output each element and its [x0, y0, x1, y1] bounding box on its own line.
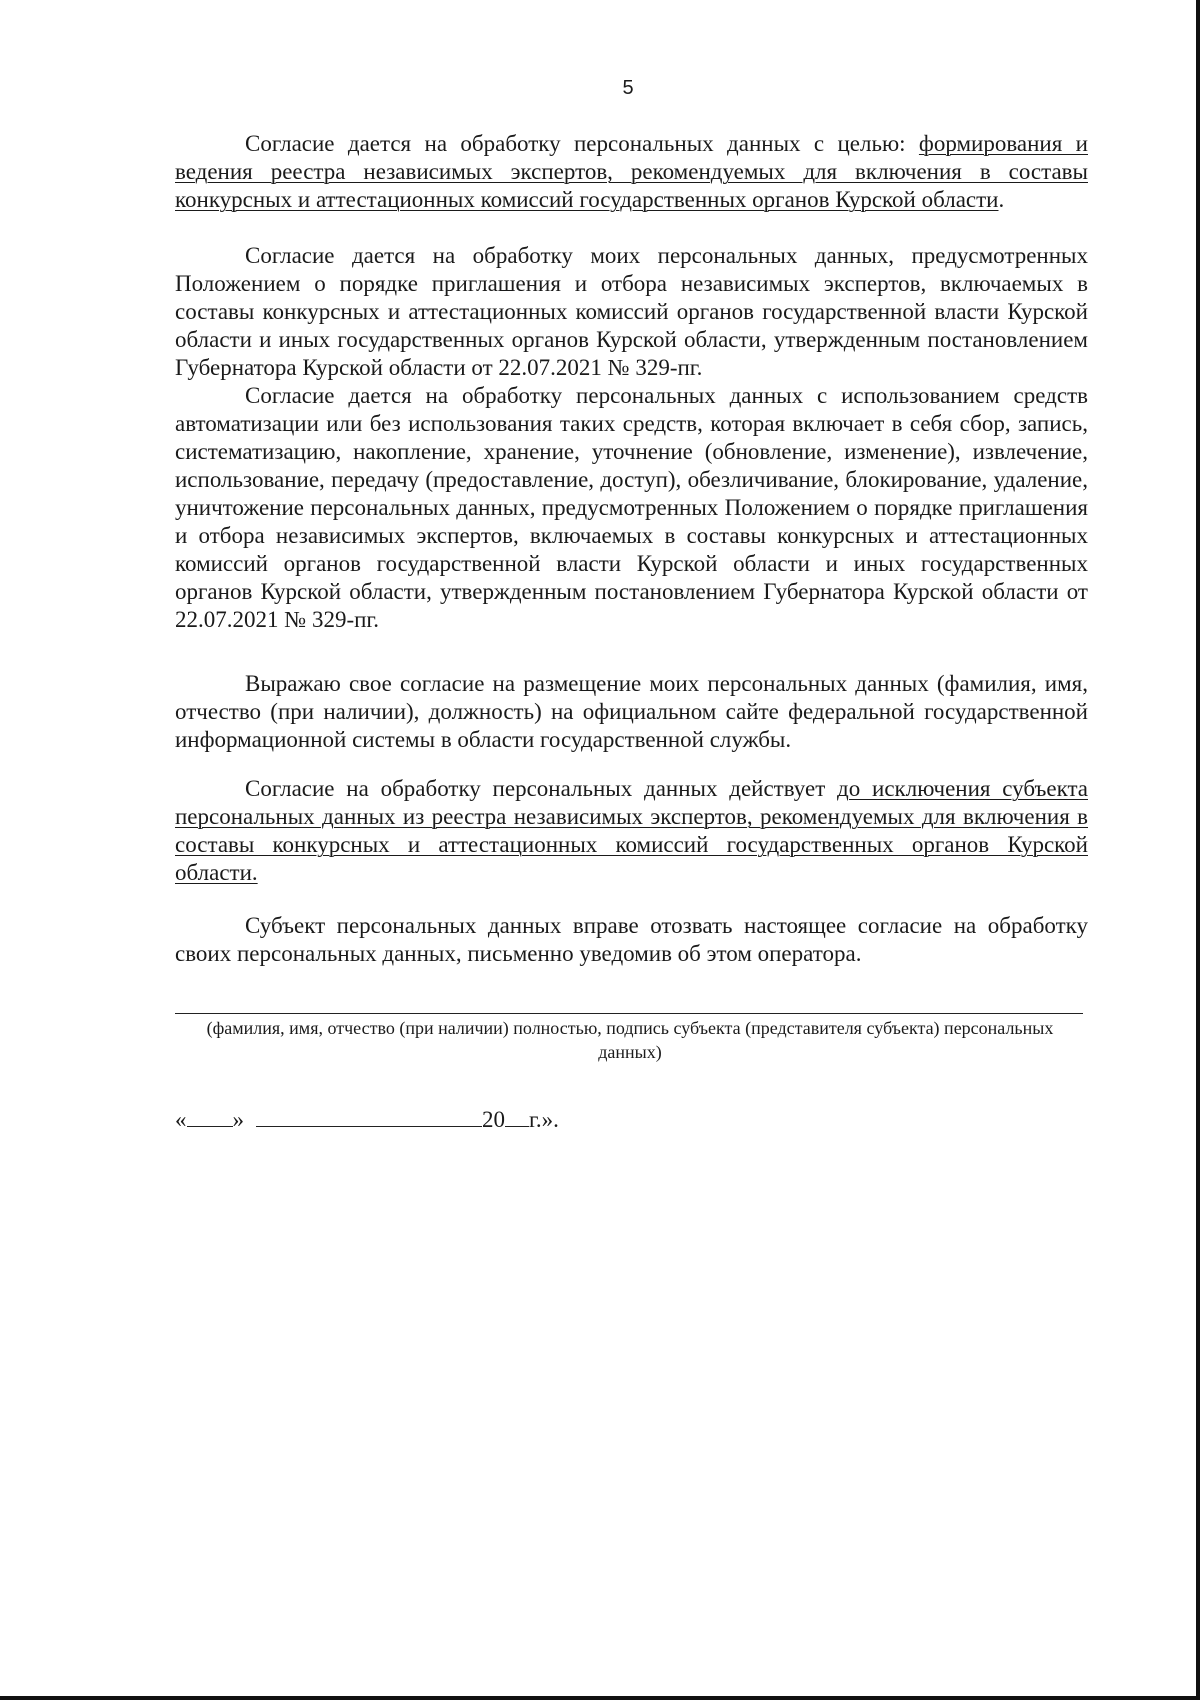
validity-underlined-text: до исключения субъекта персональных данных из реестра независимых экспертов, рекомендуемых для включения в составы конкурсных и аттестационных комиссий государственных органов Курской области.	[175, 776, 1088, 885]
purpose-underlined-text: формирования и ведения реестра независимых экспертов, рекомендуемых для включения в составы конкурсных и аттестационных комиссий государственных органов Курской области	[175, 131, 1088, 212]
date-close-quote: »	[232, 1107, 244, 1132]
date-century: 20	[482, 1107, 505, 1132]
date-year-blank[interactable]	[505, 1104, 529, 1127]
date-day-blank[interactable]	[187, 1104, 233, 1127]
purpose-text: Согласие дается на обработку персональных данных с целью:	[245, 131, 919, 156]
validity-text: Согласие на обработку персональных данных действует	[245, 776, 838, 801]
date-field	[175, 1104, 559, 1134]
date-month-blank[interactable]	[256, 1104, 482, 1127]
purpose-period: .	[998, 187, 1005, 212]
validity-paragraph	[175, 775, 1088, 887]
revocation-paragraph: Субъект персональных данных вправе отозвать настоящее согласие на обработку своих персональных данных, письменно уведомив об этом оператора.	[175, 913, 1088, 966]
consent-scope-paragraph: Согласие дается на обработку моих персональных данных, предусмотренных Положением о порядке приглашения и отбора независимых экспертов, включаемых в составы конкурсных и аттестационных комиссий органов государственной власти Курской области и иных государственных органов Курской области, утвержденным постановлением Губернатора Курской области от 22.07.2021 № 329-пг.	[175, 243, 1088, 380]
signature-caption: (фамилия, имя, отчество (при наличии) полностью, подпись субъекта (представителя субъекта) персональных данных)	[206, 1018, 1054, 1062]
purpose-paragraph	[175, 130, 1088, 214]
date-suffix: г.».	[529, 1107, 559, 1132]
publication-consent-paragraph: Выражаю свое согласие на размещение моих персональных данных (фамилия, имя, отчество (при наличии), должность) на официальном сайте федеральной государственной информационной системы в области государственной службы.	[175, 671, 1088, 752]
date-open-quote: «	[175, 1107, 187, 1132]
page-number: 5	[622, 77, 634, 99]
processing-methods-paragraph: Согласие дается на обработку персональных данных с использованием средств автоматизации или без использования таких средств, которая включает в себя сбор, запись, систематизацию, накопление, хранение, уточнение (обновление, изменение), извлечение, использование, передачу (предоставление, доступ), обезличивание, блокирование, удаление, уничтожение персональных данных, предусмотренных Положением о порядке приглашения и отбора независимых экспертов, включаемых в составы конкурсных и аттестационных комиссий органов государственной власти Курской области и иных государственных органов Курской области, утвержденным постановлением Губернатора Курской области от 22.07.2021 № 329-пг.	[175, 383, 1088, 632]
signature-line[interactable]	[175, 1013, 1083, 1014]
